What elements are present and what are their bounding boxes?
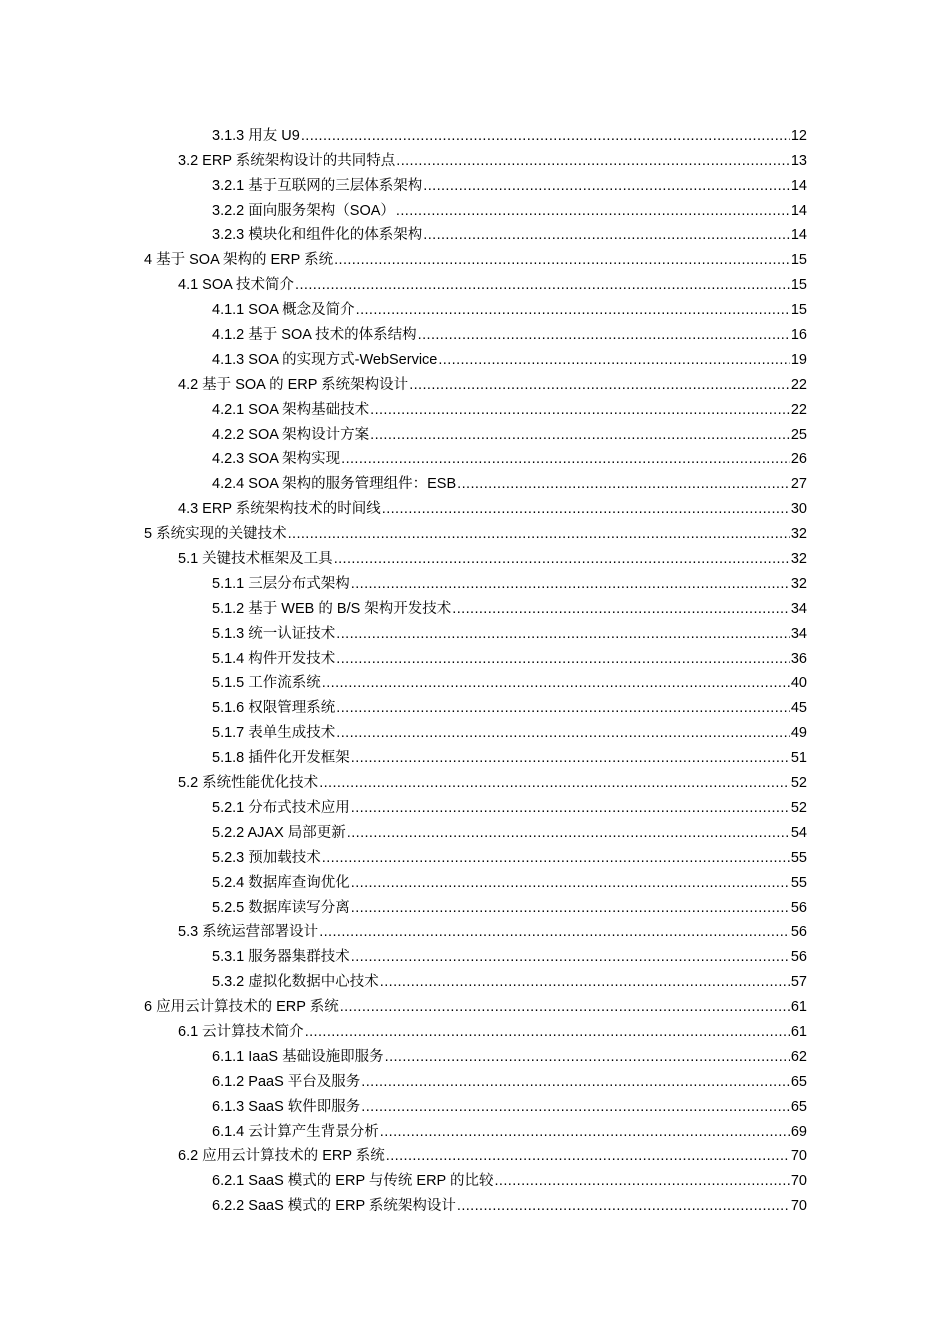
dot-leader — [351, 798, 790, 818]
table-of-contents — [0, 125, 950, 1220]
toc-entry-label: 5.1.2 基于 WEB 的 B/S 架构开发技术 — [212, 600, 452, 617]
toc-entry[interactable] — [0, 249, 950, 274]
toc-entry[interactable] — [0, 548, 950, 573]
toc-entry-label: 6.2.2 SaaS 模式的 ERP 系统架构设计 — [212, 1198, 456, 1215]
toc-entry-label: 5.2.1 分布式技术应用 — [212, 799, 350, 816]
toc-entry-page-number: 15 — [790, 252, 807, 269]
toc-entry-page-number: 62 — [790, 1048, 807, 1065]
dot-leader — [351, 574, 790, 594]
toc-entry[interactable] — [0, 299, 950, 324]
dot-leader — [336, 624, 790, 644]
toc-entry-page-number: 70 — [790, 1148, 807, 1165]
toc-entry[interactable] — [0, 897, 950, 922]
toc-entry-page-number: 15 — [790, 277, 807, 294]
dot-leader — [361, 1072, 790, 1092]
toc-entry-page-number: 22 — [790, 376, 807, 393]
toc-entry[interactable] — [0, 1146, 950, 1171]
toc-entry[interactable] — [0, 1071, 950, 1096]
toc-entry-label: 6.2.1 SaaS 模式的 ERP 与传统 ERP 的比较 — [212, 1173, 494, 1190]
dot-leader — [351, 898, 790, 918]
toc-entry-label: 6.1.3 SaaS 软件即服务 — [212, 1098, 361, 1115]
toc-entry-label: 4.1 SOA 技术简介 — [178, 277, 295, 294]
toc-entry[interactable] — [0, 225, 950, 250]
toc-entry[interactable] — [0, 424, 950, 449]
toc-entry[interactable] — [0, 922, 950, 947]
toc-entry-page-number: 27 — [790, 476, 807, 493]
dot-leader — [301, 126, 790, 146]
toc-entry-label: 3.1.3 用友 U9 — [212, 127, 300, 144]
toc-entry[interactable] — [0, 374, 950, 399]
dot-leader — [423, 176, 790, 196]
toc-entry[interactable] — [0, 324, 950, 349]
toc-entry-label: 5.1.5 工作流系统 — [212, 675, 321, 692]
toc-entry-label: 5.1.1 三层分布式架构 — [212, 575, 350, 592]
dot-leader — [452, 599, 790, 619]
toc-entry-label: 4.2.4 SOA 架构的服务管理组件：ESB — [212, 476, 457, 493]
toc-entry-label: 5.1.4 构件开发技术 — [212, 650, 336, 667]
toc-entry[interactable] — [0, 772, 950, 797]
toc-entry-page-number: 34 — [790, 600, 807, 617]
toc-entry[interactable] — [0, 175, 950, 200]
toc-entry-page-number: 45 — [790, 700, 807, 717]
dot-leader — [336, 723, 790, 743]
dot-leader — [418, 325, 790, 345]
toc-entry-label: 5.2.3 预加载技术 — [212, 849, 321, 866]
toc-entry[interactable] — [0, 996, 950, 1021]
dot-leader — [380, 972, 790, 992]
toc-entry-page-number: 40 — [790, 675, 807, 692]
dot-leader — [340, 997, 790, 1017]
toc-entry[interactable] — [0, 1121, 950, 1146]
dot-leader — [396, 201, 790, 221]
dot-leader — [457, 1196, 790, 1216]
toc-entry[interactable] — [0, 971, 950, 996]
toc-entry-page-number: 56 — [790, 924, 807, 941]
toc-entry-page-number: 32 — [790, 551, 807, 568]
toc-entry-label: 6.1.2 PaaS 平台及服务 — [212, 1073, 361, 1090]
toc-entry-label: 5.1.6 权限管理系统 — [212, 700, 336, 717]
toc-entry-label: 5 系统实现的关键技术 — [144, 526, 287, 543]
toc-entry-page-number: 70 — [790, 1173, 807, 1190]
dot-leader — [351, 873, 790, 893]
dot-leader — [322, 848, 790, 868]
dot-leader — [319, 773, 790, 793]
toc-entry-label: 5.3.1 服务器集群技术 — [212, 949, 350, 966]
toc-entry[interactable] — [0, 1170, 950, 1195]
toc-entry-page-number: 12 — [790, 127, 807, 144]
dot-leader — [382, 499, 790, 519]
dot-leader — [386, 1146, 790, 1166]
toc-entry-page-number: 61 — [790, 999, 807, 1016]
toc-entry-label: 5.3 系统运营部署设计 — [178, 924, 319, 941]
toc-entry[interactable] — [0, 822, 950, 847]
toc-entry-label: 5.1 关键技术框架及工具 — [178, 551, 333, 568]
toc-entry[interactable] — [0, 697, 950, 722]
dot-leader — [334, 250, 790, 270]
toc-entry-label: 4.1.3 SOA 的实现方式-WebService — [212, 351, 438, 368]
toc-entry-page-number: 65 — [790, 1098, 807, 1115]
toc-entry-label: 4 基于 SOA 架构的 ERP 系统 — [144, 252, 334, 269]
toc-entry[interactable] — [0, 598, 950, 623]
toc-entry[interactable] — [0, 1195, 950, 1220]
toc-entry-page-number: 56 — [790, 899, 807, 916]
toc-entry[interactable] — [0, 349, 950, 374]
dot-leader — [347, 823, 790, 843]
toc-entry-label: 4.2 基于 SOA 的 ERP 系统架构设计 — [178, 376, 409, 393]
toc-entry-page-number: 55 — [790, 874, 807, 891]
toc-entry[interactable] — [0, 274, 950, 299]
toc-entry-label: 5.1.3 统一认证技术 — [212, 625, 336, 642]
toc-entry[interactable] — [0, 125, 950, 150]
toc-entry-page-number: 65 — [790, 1073, 807, 1090]
toc-entry[interactable] — [0, 473, 950, 498]
toc-entry[interactable] — [0, 946, 950, 971]
toc-entry[interactable] — [0, 673, 950, 698]
toc-entry-label: 6 应用云计算技术的 ERP 系统 — [144, 999, 339, 1016]
toc-entry[interactable] — [0, 648, 950, 673]
dot-leader — [385, 1047, 790, 1067]
toc-entry-page-number: 14 — [790, 227, 807, 244]
dot-leader — [396, 151, 790, 171]
dot-leader — [351, 748, 790, 768]
toc-entry-label: 4.3 ERP 系统架构技术的时间线 — [178, 501, 381, 518]
dot-leader — [457, 474, 790, 494]
toc-entry-page-number: 69 — [790, 1123, 807, 1140]
toc-entry-page-number: 32 — [790, 526, 807, 543]
toc-entry-page-number: 57 — [790, 974, 807, 991]
toc-entry[interactable] — [0, 1046, 950, 1071]
dot-leader — [370, 400, 790, 420]
dot-leader — [495, 1171, 790, 1191]
toc-entry-page-number: 61 — [790, 1023, 807, 1040]
toc-entry[interactable] — [0, 399, 950, 424]
toc-entry[interactable] — [0, 623, 950, 648]
toc-entry-label: 4.2.2 SOA 架构设计方案 — [212, 426, 370, 443]
toc-entry-page-number: 54 — [790, 824, 807, 841]
toc-entry-label: 3.2 ERP 系统架构设计的共同特点 — [178, 152, 396, 169]
toc-entry-label: 5.2 系统性能优化技术 — [178, 775, 319, 792]
toc-entry-label: 5.2.2 AJAX 局部更新 — [212, 824, 346, 841]
toc-entry-page-number: 32 — [790, 575, 807, 592]
toc-entry-page-number: 16 — [790, 327, 807, 344]
dot-leader — [334, 549, 790, 569]
toc-entry-page-number: 34 — [790, 625, 807, 642]
toc-entry-page-number: 26 — [790, 451, 807, 468]
toc-entry-page-number: 22 — [790, 401, 807, 418]
toc-entry-label: 3.2.2 面向服务架构（SOA） — [212, 202, 395, 219]
dot-leader — [361, 1097, 790, 1117]
dot-leader — [305, 1022, 790, 1042]
toc-entry[interactable] — [0, 1096, 950, 1121]
toc-entry-page-number: 52 — [790, 775, 807, 792]
toc-entry-page-number: 52 — [790, 799, 807, 816]
toc-entry-label: 6.2 应用云计算技术的 ERP 系统 — [178, 1148, 385, 1165]
toc-entry[interactable] — [0, 200, 950, 225]
toc-entry-label: 5.2.5 数据库读写分离 — [212, 899, 350, 916]
toc-entry-page-number: 14 — [790, 177, 807, 194]
toc-entry-label: 4.1.2 基于 SOA 技术的体系结构 — [212, 327, 417, 344]
toc-entry-page-number: 36 — [790, 650, 807, 667]
toc-entry-page-number: 30 — [790, 501, 807, 518]
dot-leader — [370, 425, 790, 445]
toc-entry-label: 6.1 云计算技术简介 — [178, 1023, 304, 1040]
toc-entry-page-number: 55 — [790, 849, 807, 866]
toc-entry[interactable] — [0, 747, 950, 772]
toc-entry[interactable] — [0, 573, 950, 598]
toc-entry-label: 5.1.7 表单生成技术 — [212, 725, 336, 742]
toc-entry-page-number: 15 — [790, 302, 807, 319]
toc-entry[interactable] — [0, 722, 950, 747]
dot-leader — [356, 300, 790, 320]
dot-leader — [380, 1122, 790, 1142]
toc-entry-label: 5.2.4 数据库查询优化 — [212, 874, 350, 891]
toc-entry-label: 6.1.1 IaaS 基础设施即服务 — [212, 1048, 384, 1065]
dot-leader — [351, 947, 790, 967]
toc-entry-label: 3.2.3 模块化和组件化的体系架构 — [212, 227, 423, 244]
dot-leader — [336, 649, 790, 669]
dot-leader — [319, 922, 790, 942]
dot-leader — [322, 673, 790, 693]
dot-leader — [288, 524, 790, 544]
toc-entry-label: 4.2.1 SOA 架构基础技术 — [212, 401, 370, 418]
toc-entry-page-number: 19 — [790, 351, 807, 368]
toc-entry-page-number: 25 — [790, 426, 807, 443]
dot-leader — [341, 449, 790, 469]
toc-entry-label: 6.1.4 云计算产生背景分析 — [212, 1123, 379, 1140]
dot-leader — [423, 225, 790, 245]
toc-entry[interactable] — [0, 872, 950, 897]
toc-entry[interactable] — [0, 847, 950, 872]
toc-entry[interactable] — [0, 150, 950, 175]
toc-entry-label: 3.2.1 基于互联网的三层体系架构 — [212, 177, 423, 194]
dot-leader — [438, 350, 790, 370]
toc-entry-page-number: 70 — [790, 1198, 807, 1215]
toc-entry-page-number: 56 — [790, 949, 807, 966]
dot-leader — [295, 275, 790, 295]
toc-entry[interactable] — [0, 797, 950, 822]
toc-entry[interactable] — [0, 449, 950, 474]
toc-entry-label: 5.3.2 虚拟化数据中心技术 — [212, 974, 379, 991]
toc-entry[interactable] — [0, 498, 950, 523]
toc-entry-page-number: 13 — [790, 152, 807, 169]
toc-entry-page-number: 51 — [790, 750, 807, 767]
toc-entry[interactable] — [0, 523, 950, 548]
toc-entry-label: 4.2.3 SOA 架构实现 — [212, 451, 341, 468]
dot-leader — [336, 698, 790, 718]
toc-entry-label: 5.1.8 插件化开发框架 — [212, 750, 350, 767]
toc-entry-page-number: 49 — [790, 725, 807, 742]
toc-entry-label: 4.1.1 SOA 概念及简介 — [212, 302, 355, 319]
dot-leader — [409, 375, 790, 395]
toc-entry[interactable] — [0, 1021, 950, 1046]
toc-entry-page-number: 14 — [790, 202, 807, 219]
